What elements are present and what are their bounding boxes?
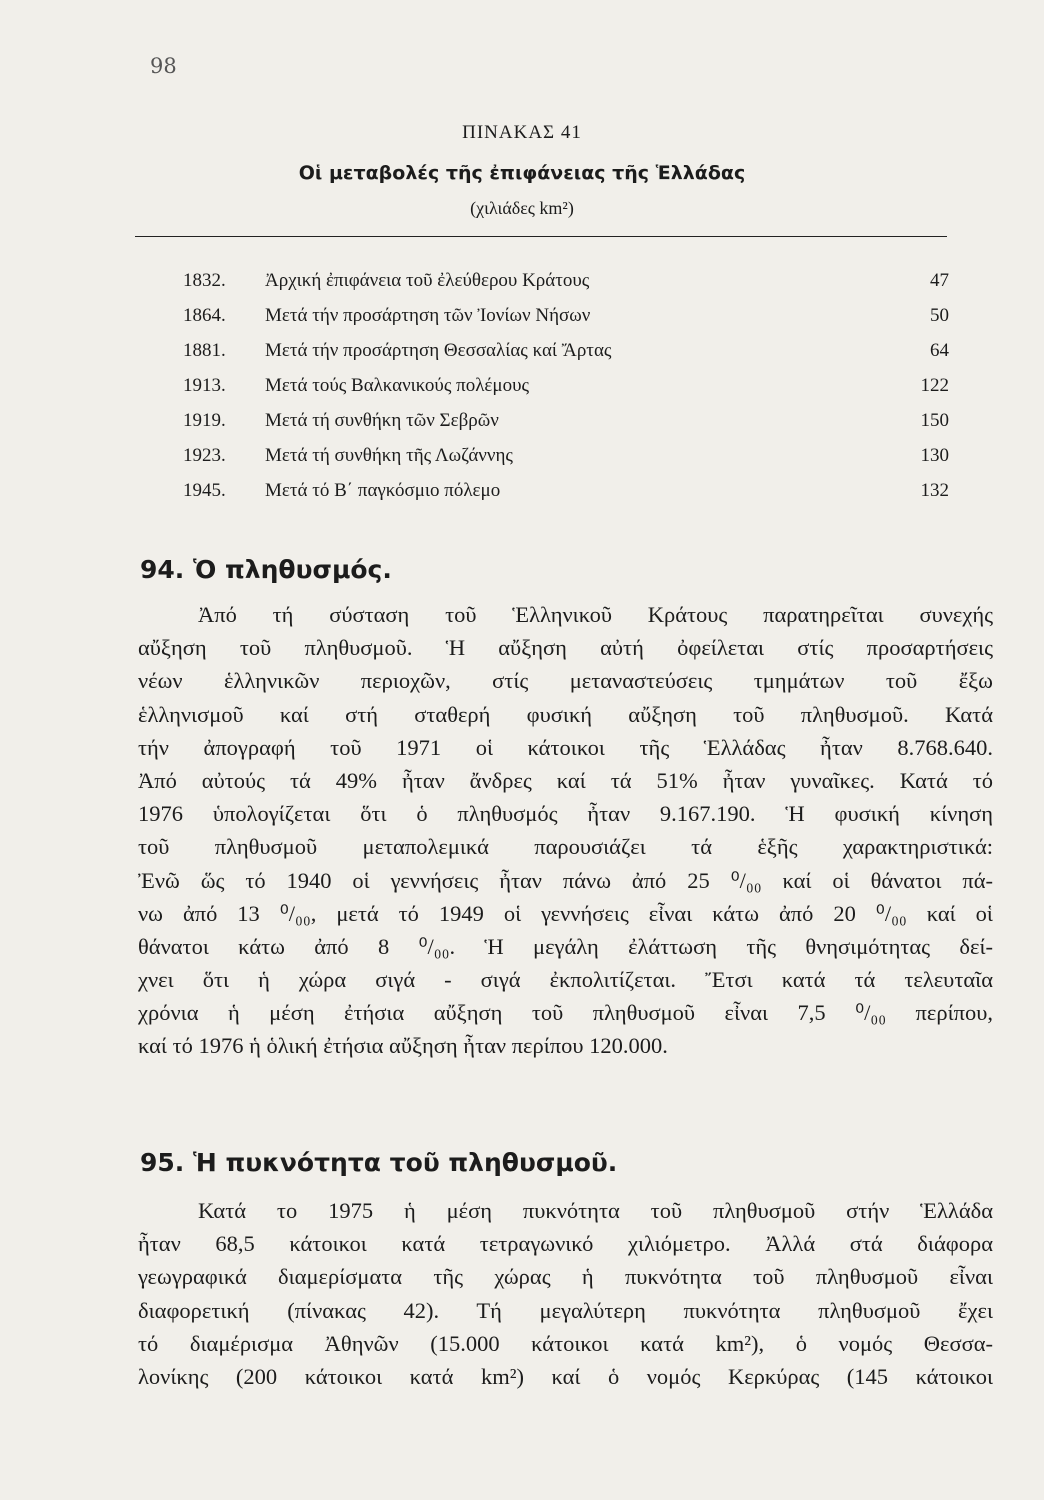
section-95-paragraph (138, 1194, 993, 1393)
table-row (183, 270, 949, 305)
text-line: διαφορετική (πίνακας 42). Τή μεγαλύτερη πυκνότητα πληθυσμοῦ ἔχει (138, 1297, 993, 1323)
section-94-heading: 94. Ὁ πληθυσμός. (140, 555, 392, 584)
row-year: 1945. (183, 480, 226, 501)
text-line: νέων ἑλληνικῶν περιοχῶν, στίς μεταναστεύσεις τμημάτων τοῦ ἔξω (138, 668, 993, 694)
table-row (183, 445, 949, 480)
text-line: λονίκης (200 κάτοικοι κατά km²) καί ὁ νομός Κερκύρας (145 κάτοικοι (138, 1363, 993, 1389)
row-value: 132 (920, 480, 949, 501)
text-line: αὔξηση τοῦ πληθυσμοῦ. Ἡ αὔξηση αὐτή ὀφείλεται στίς προσαρτήσεις (138, 635, 993, 661)
row-value: 64 (930, 340, 949, 361)
text-line: Ἀπό τή σύσταση τοῦ Ἑλληνικοῦ Κράτους παρατηρεῖται συνεχής (198, 602, 993, 627)
text-line: χρόνια ἡ μέση ἐτήσια αὔξηση τοῦ πληθυσμοῦ εἶναι 7,5 ⁰/₀₀ περίπου, (138, 1000, 993, 1026)
row-description: Μετά τή συνθήκη τῶν Σεβρῶν (265, 410, 499, 431)
table-row (183, 340, 949, 375)
row-year: 1881. (183, 340, 226, 361)
row-year: 1832. (183, 270, 226, 291)
text-line: καί τό 1976 ἡ ὁλική ἐτήσια αὔξηση ἦταν περίπου 120.000. (138, 1033, 668, 1059)
text-line: χνει ὅτι ἡ χώρα σιγά - σιγά ἐκπολιτίζεται. Ἔτσι κατά τά τελευταῖα (138, 967, 993, 993)
row-value: 130 (920, 445, 949, 466)
text-line: Ἀπό αὐτούς τά 49% ἦταν ἄνδρες καί τά 51% ἦταν γυναῖκες. Κατά τό (138, 767, 993, 793)
text-line: τοῦ πληθυσμοῦ μεταπολεμικά παρουσιάζει τά ἑξῆς χαρακτηριστικά: (138, 834, 993, 860)
table-rule (135, 236, 947, 237)
row-year: 1919. (183, 410, 226, 431)
row-description: Ἀρχική ἐπιφάνεια τοῦ ἐλεύθερου Κράτους (265, 270, 590, 291)
text-line: 1976 ὑπολογίζεται ὅτι ὁ πληθυσμός ἦταν 9.167.190. Ἡ φυσική κίνηση (138, 801, 993, 827)
table-unit: (χιλιάδες km²) (470, 198, 574, 218)
table-row (183, 410, 949, 445)
text-line: Κατά το 1975 ἡ μέση πυκνότητα τοῦ πληθυσμοῦ στήν Ἑλλάδα (198, 1198, 993, 1223)
table-row (183, 375, 949, 410)
text-line: νω ἀπό 13 ⁰/₀₀, μετά τό 1949 οἱ γεννήσεις εἶναι κάτω ἀπό 20 ⁰/₀₀ καί οἱ (138, 900, 993, 926)
text-line: ἑλληνισμοῦ καί στή σταθερή φυσική αὔξηση τοῦ πληθυσμοῦ. Κατά (138, 701, 993, 727)
row-year: 1923. (183, 445, 226, 466)
table-label: ΠΙΝΑΚΑΣ 41 (462, 122, 582, 143)
page-number: 98 (150, 54, 177, 78)
row-description: Μετά τό Β΄ παγκόσμιο πόλεμο (265, 480, 501, 501)
surface-table (183, 270, 949, 515)
text-line: θάνατοι κάτω ἀπό 8 ⁰/₀₀. Ἡ μεγάλη ἐλάττωση τῆς θνησιμότητας δεί- (138, 933, 993, 959)
text-line: Ἐνῶ ὥς τό 1940 οἱ γεννήσεις ἦταν πάνω ἀπό 25 ⁰/₀₀ καί οἱ θάνατοι πά- (138, 867, 993, 893)
table-title: Οἱ μεταβολές τῆς ἐπιφάνειας τῆς Ἑλλάδας (298, 162, 746, 184)
text-line: γεωγραφικά διαμερίσματα τῆς χώρας ἡ πυκνότητα τοῦ πληθυσμοῦ εἶναι (138, 1264, 993, 1290)
row-year: 1864. (183, 305, 226, 326)
text-line: ἦταν 68,5 κάτοικοι κατά τετραγωνικό χιλιόμετρο. Ἀλλά στά διάφορα (138, 1231, 993, 1257)
row-description: Μετά τή συνθήκη τῆς Λωζάννης (265, 445, 513, 466)
row-year: 1913. (183, 375, 226, 396)
table-row (183, 305, 949, 340)
row-value: 122 (920, 375, 949, 396)
row-description: Μετά τήν προσάρτηση τῶν Ἰονίων Νήσων (265, 305, 591, 326)
table-row (183, 480, 949, 515)
text-line: τό διαμέρισμα Ἀθηνῶν (15.000 κάτοικοι κατά km²), ὁ νομός Θεσσα- (138, 1330, 993, 1356)
text-line: τήν ἀπογραφή τοῦ 1971 οἱ κάτοικοι τῆς Ἑλλάδας ἦταν 8.768.640. (138, 734, 993, 760)
row-description: Μετά τούς Βαλκανικούς πολέμους (265, 375, 530, 396)
section-95-heading: 95. Ἡ πυκνότητα τοῦ πληθυσμοῦ. (140, 1148, 618, 1177)
row-value: 50 (930, 305, 949, 326)
section-94-paragraph (138, 598, 993, 1063)
row-value: 47 (930, 270, 949, 291)
row-description: Μετά τήν προσάρτηση Θεσσαλίας καί Ἄρτας (265, 340, 612, 361)
row-value: 150 (920, 410, 949, 431)
